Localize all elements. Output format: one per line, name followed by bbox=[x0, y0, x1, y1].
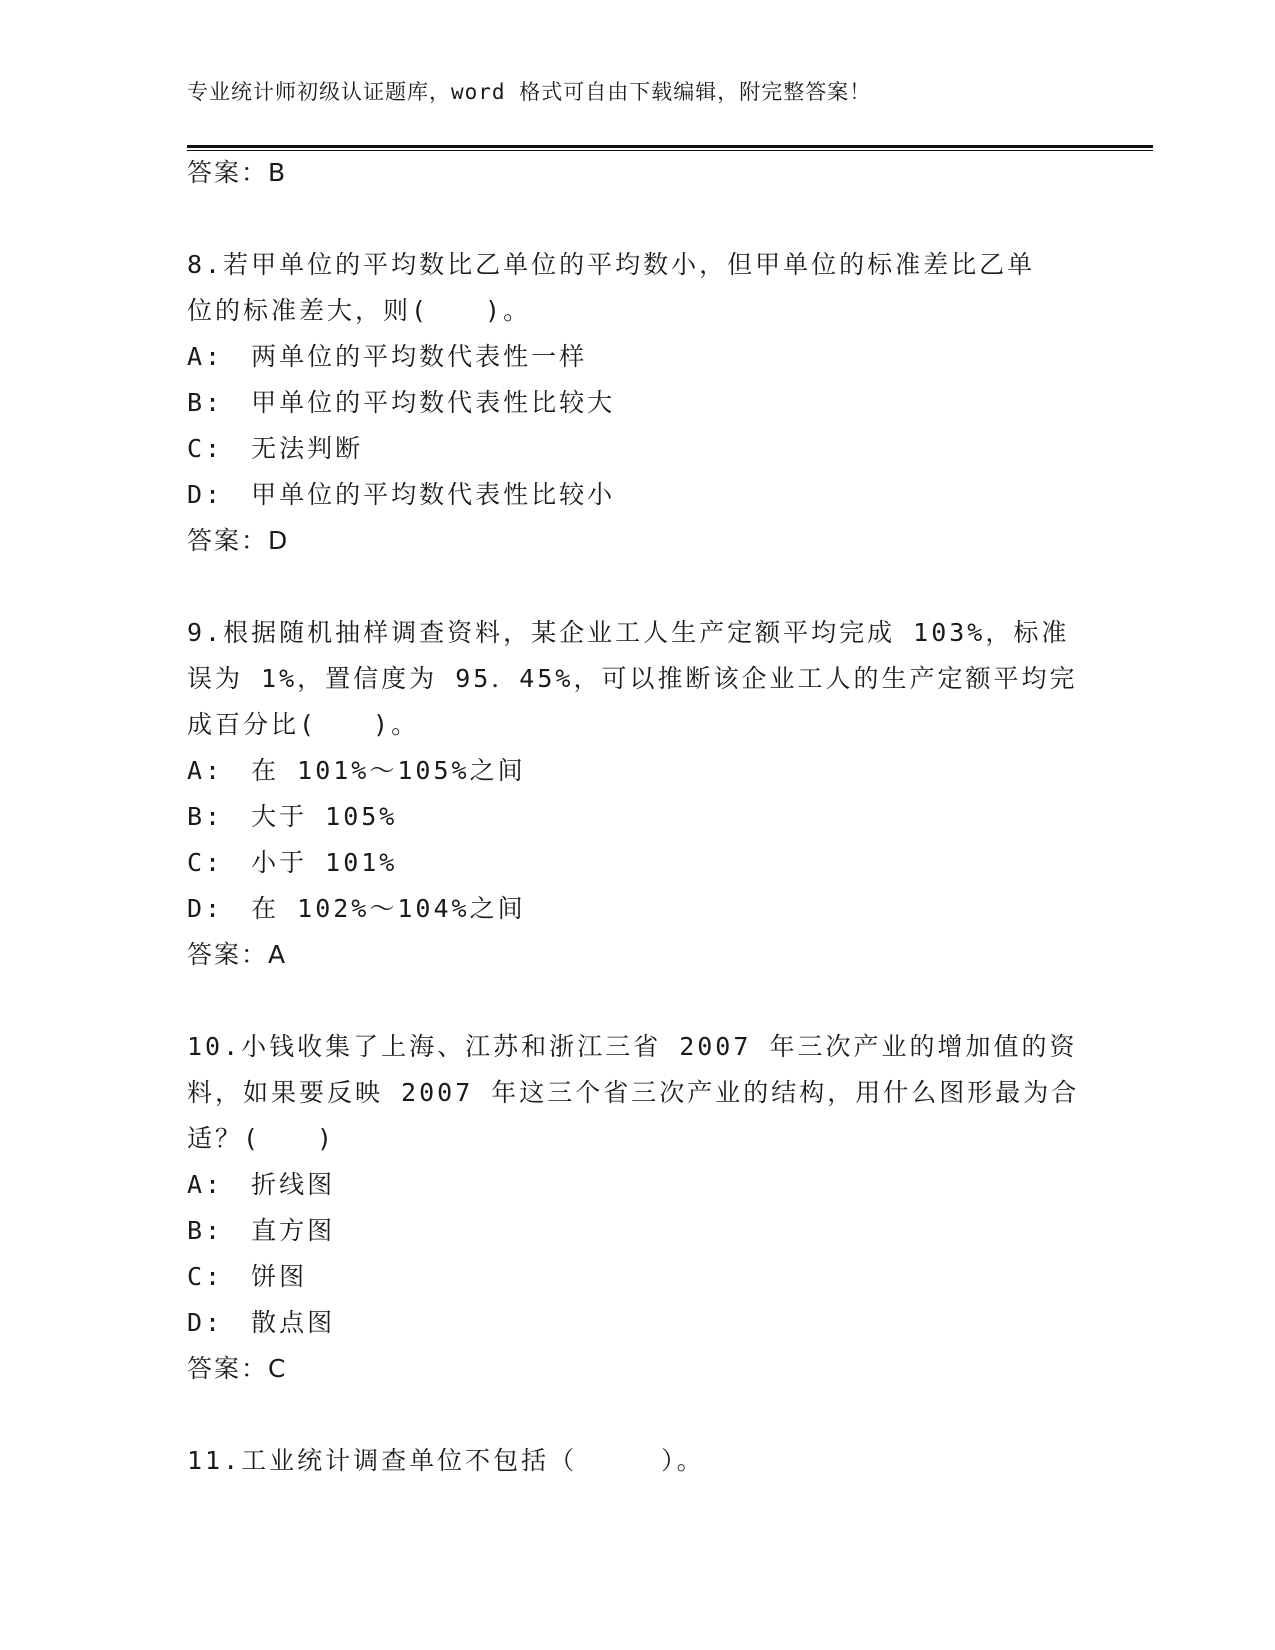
option-c: C: 无法判断 bbox=[187, 434, 364, 463]
question-stem-line: 适？( ) bbox=[187, 1124, 336, 1153]
option-c: C: 饼图 bbox=[187, 1262, 308, 1291]
option-d: D: 在 102%～104%之间 bbox=[187, 894, 526, 923]
answer: 答案：C bbox=[187, 1354, 288, 1383]
question-9 bbox=[187, 610, 1087, 978]
question-stem-line: 误为 1%，置信度为 95．45%，可以推断该企业工人的生产定额平均完 bbox=[187, 664, 1078, 693]
spacer bbox=[187, 564, 1087, 610]
previous-answer: 答案：B bbox=[187, 158, 288, 187]
spacer bbox=[187, 1392, 1087, 1438]
question-11 bbox=[187, 1438, 1087, 1484]
question-stem-line: 11.工业统计调查单位不包括（ ）。 bbox=[187, 1446, 705, 1475]
option-d: D: 甲单位的平均数代表性比较小 bbox=[187, 480, 616, 509]
question-10 bbox=[187, 1024, 1087, 1392]
spacer bbox=[187, 196, 1087, 242]
question-stem-line: 成百分比( )。 bbox=[187, 710, 420, 739]
answer: 答案：D bbox=[187, 526, 290, 555]
page-header-text: 专业统计师初级认证题库，word 格式可自由下载编辑，附完整答案！ bbox=[187, 80, 872, 104]
question-stem-line: 料，如果要反映 2007 年这三个省三次产业的结构，用什么图形最为合 bbox=[187, 1078, 1080, 1107]
question-stem-line: 8.若甲单位的平均数比乙单位的平均数小，但甲单位的标准差比乙单 bbox=[187, 250, 1036, 279]
question-stem-line: 位的标准差大，则( )。 bbox=[187, 296, 532, 325]
question-stem-line: 10.小钱收集了上海、江苏和浙江三省 2007 年三次产业的增加值的资 bbox=[187, 1032, 1078, 1061]
option-c: C: 小于 101% bbox=[187, 848, 398, 877]
option-a: A: 折线图 bbox=[187, 1170, 336, 1199]
option-a: A: 两单位的平均数代表性一样 bbox=[187, 342, 588, 371]
option-a: A: 在 101%～105%之间 bbox=[187, 756, 526, 785]
option-b: B: 大于 105% bbox=[187, 802, 398, 831]
spacer bbox=[187, 978, 1087, 1024]
document-body bbox=[187, 150, 1087, 1484]
option-d: D: 散点图 bbox=[187, 1308, 336, 1337]
option-b: B: 直方图 bbox=[187, 1216, 336, 1245]
question-stem-line: 9.根据随机抽样调查资料，某企业工人生产定额平均完成 103%，标准 bbox=[187, 618, 1070, 647]
option-b: B: 甲单位的平均数代表性比较大 bbox=[187, 388, 616, 417]
question-8 bbox=[187, 242, 1087, 564]
answer: 答案：A bbox=[187, 940, 288, 969]
